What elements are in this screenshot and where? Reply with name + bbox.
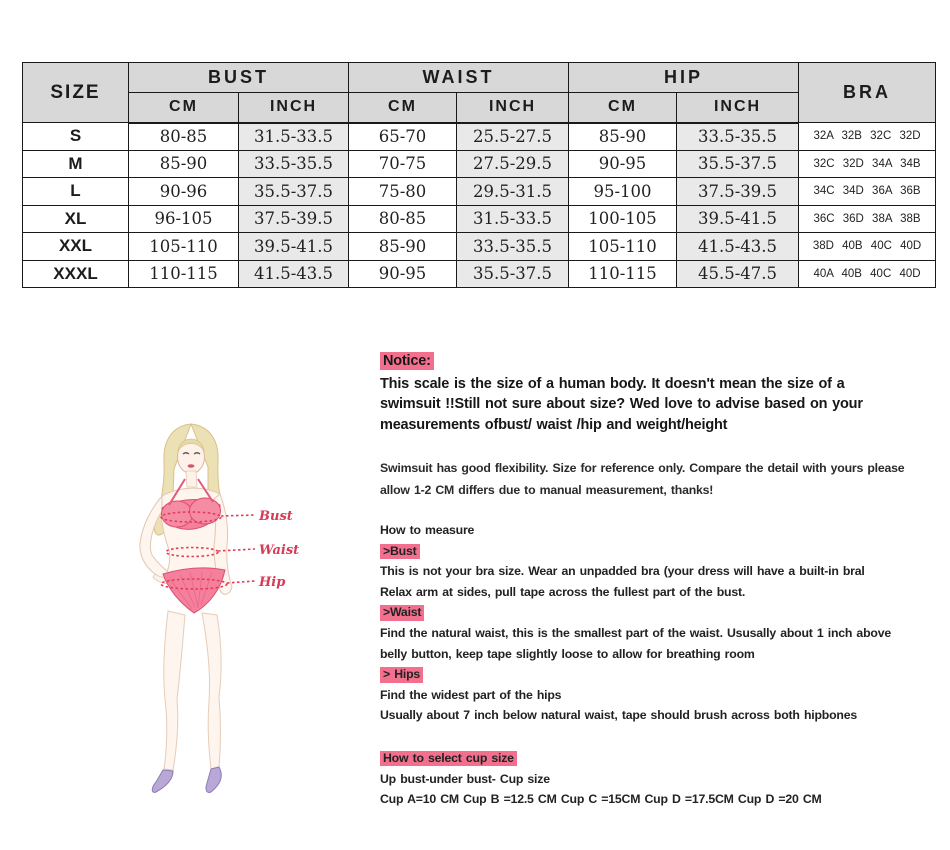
size-chart-cell-waist-inch: 35.5-37.5 [457, 260, 569, 288]
bust-instruction-line: This is not your bra size. Wear an unpadded bra (your dress will have a built-in bral [380, 564, 865, 579]
size-chart-row [23, 205, 936, 233]
waist-instruction-line: belly button, keep tape slightly loose to allow for breathing room [380, 646, 755, 661]
size-chart-cell-bust-inch: 35.5-37.5 [239, 178, 349, 206]
size-chart-cell-hip-inch: 45.5-47.5 [677, 260, 799, 288]
size-chart-cell-waist-inch: 33.5-35.5 [457, 233, 569, 261]
size-chart-cell-hip-cm: 110-115 [569, 260, 677, 288]
size-chart-row [23, 260, 936, 288]
bikini-cup [162, 501, 193, 527]
size-chart-cell-bust-cm: 110-115 [129, 260, 239, 288]
col-header-size: SIZE [23, 63, 129, 123]
cup-size-line: Up bust-under bust- Cup size [380, 771, 550, 786]
hip-label: Hip [259, 575, 286, 590]
bust-pointer-line [221, 515, 255, 516]
waist-section-label-row [380, 602, 932, 623]
size-chart-cell-hip-inch: 33.5-35.5 [677, 123, 799, 151]
col-header-waist-cm: CM [349, 93, 457, 123]
size-chart-cell-waist-inch: 31.5-33.5 [457, 205, 569, 233]
size-chart-row [23, 233, 936, 261]
size-chart-cell-bust-inch: 31.5-33.5 [239, 123, 349, 151]
size-chart-cell-bust-inch: 39.5-41.5 [239, 233, 349, 261]
col-header-hip: HIP [569, 63, 799, 93]
size-chart-cell-waist-cm: 85-90 [349, 233, 457, 261]
size-chart-cell-waist-inch: 25.5-27.5 [457, 123, 569, 151]
notice-line: This scale is the size of a human body. It doesn't mean the size of a [380, 375, 845, 392]
waist-instruction-line: Find the natural waist, this is the smallest part of the waist. Ususally about 1 inch above [380, 625, 891, 640]
size-chart-cell-size: S [23, 123, 129, 151]
size-chart-cell-bust-cm: 96-105 [129, 205, 239, 233]
size-chart-cell-bra: 36C 36D 38A 38B [799, 205, 936, 233]
size-chart-row [23, 150, 936, 178]
size-chart-cell-size: XXL [23, 233, 129, 261]
measurement-figure [106, 423, 356, 815]
size-chart-cell-bust-cm: 105-110 [129, 233, 239, 261]
size-chart-cell-bust-cm: 90-96 [129, 178, 239, 206]
waist-section-label: >Waist [380, 605, 424, 620]
notice-heading-row [380, 351, 932, 372]
size-chart-cell-size: L [23, 178, 129, 206]
notice-line: swimsuit !!Still not sure about size? Wed love to advise based on your [380, 396, 863, 412]
hips-instruction-line: Find the widest part of the hips [380, 687, 562, 702]
size-chart-cell-bra: 38D 40B 40C 40D [799, 233, 936, 261]
size-chart-cell-hip-cm: 100-105 [569, 205, 677, 233]
lips [188, 464, 195, 467]
size-chart-row [23, 178, 936, 206]
size-chart-table [22, 62, 936, 288]
col-header-waist: WAIST [349, 63, 569, 93]
body-sketch-illustration [106, 423, 356, 815]
bust-label: Bust [259, 509, 293, 524]
col-header-bra: BRA [799, 63, 936, 123]
bust-instruction-line: Relax arm at sides, pull tape across the fullest part of the bust. [380, 584, 746, 599]
neck [186, 471, 197, 487]
high-heel-shoe [152, 770, 173, 792]
size-chart-cell-bra: 32C 32D 34A 34B [799, 150, 936, 178]
flexibility-line: allow 1-2 CM differs due to manual measurement, thanks! [380, 482, 714, 497]
high-heel-shoe [206, 767, 221, 792]
hips-instruction-line: Usually about 7 inch below natural waist, tape should brush across both hipbones [380, 708, 858, 723]
leg-left [164, 611, 185, 770]
size-chart-cell-hip-cm: 105-110 [569, 233, 677, 261]
size-chart-cell-size: XXXL [23, 260, 129, 288]
size-chart-cell-bust-inch: 41.5-43.5 [239, 260, 349, 288]
size-chart-cell-waist-cm: 80-85 [349, 205, 457, 233]
col-header-bust: BUST [129, 63, 349, 93]
col-header-waist-inch: INCH [457, 93, 569, 123]
sizing-notes-column [380, 351, 932, 810]
size-chart-cell-waist-cm: 75-80 [349, 178, 457, 206]
col-header-bust-inch: INCH [239, 93, 349, 123]
size-chart-cell-size: M [23, 150, 129, 178]
hip-pointer-line [227, 581, 255, 583]
size-chart-cell-bust-inch: 33.5-35.5 [239, 150, 349, 178]
cup-size-heading-row [380, 748, 932, 769]
size-chart-cell-waist-cm: 90-95 [349, 260, 457, 288]
hips-section-label: > Hips [380, 667, 423, 682]
notice-heading: Notice: [380, 352, 434, 370]
size-chart-cell-hip-inch: 35.5-37.5 [677, 150, 799, 178]
cup-size-line: Cup A=10 CM Cup B =12.5 CM Cup C =15CM Cup D =17.5CM Cup D =20 CM [380, 792, 822, 807]
size-chart-cell-hip-inch: 41.5-43.5 [677, 233, 799, 261]
size-chart-cell-size: XL [23, 205, 129, 233]
leg-right [202, 613, 221, 769]
size-chart-row [23, 123, 936, 151]
col-header-bust-cm: CM [129, 93, 239, 123]
size-chart-cell-bra: 32A 32B 32C 32D [799, 123, 936, 151]
size-chart-body [23, 123, 936, 288]
col-header-hip-inch: INCH [677, 93, 799, 123]
size-chart-cell-bust-cm: 85-90 [129, 150, 239, 178]
how-to-measure-title: How to measure [380, 523, 475, 537]
col-header-hip-cm: CM [569, 93, 677, 123]
size-chart-cell-waist-cm: 65-70 [349, 123, 457, 151]
cup-size-heading: How to select cup size [380, 751, 517, 766]
flexibility-line: Swimsuit has good flexibility. Size for reference only. Compare the detail with yours please [380, 461, 905, 475]
size-chart-cell-hip-cm: 85-90 [569, 123, 677, 151]
size-chart-cell-waist-cm: 70-75 [349, 150, 457, 178]
size-chart-cell-hip-inch: 39.5-41.5 [677, 205, 799, 233]
waist-label: Waist [259, 543, 300, 558]
size-chart-cell-hip-cm: 95-100 [569, 178, 677, 206]
size-chart-cell-bra: 40A 40B 40C 40D [799, 260, 936, 288]
size-chart-cell-bust-cm: 80-85 [129, 123, 239, 151]
size-chart-cell-hip-inch: 37.5-39.5 [677, 178, 799, 206]
bust-section-label-row [380, 541, 932, 562]
size-chart-cell-bra: 34C 34D 36A 36B [799, 178, 936, 206]
size-chart-section [22, 62, 936, 288]
hips-section-label-row [380, 664, 932, 685]
size-chart-cell-hip-cm: 90-95 [569, 150, 677, 178]
size-chart-cell-bust-inch: 37.5-39.5 [239, 205, 349, 233]
bust-section-label: >Bust [380, 544, 420, 559]
notice-line: measurements ofbust/ waist /hip and weight/height [380, 416, 728, 433]
size-chart-cell-waist-inch: 29.5-31.5 [457, 178, 569, 206]
size-chart-cell-waist-inch: 27.5-29.5 [457, 150, 569, 178]
